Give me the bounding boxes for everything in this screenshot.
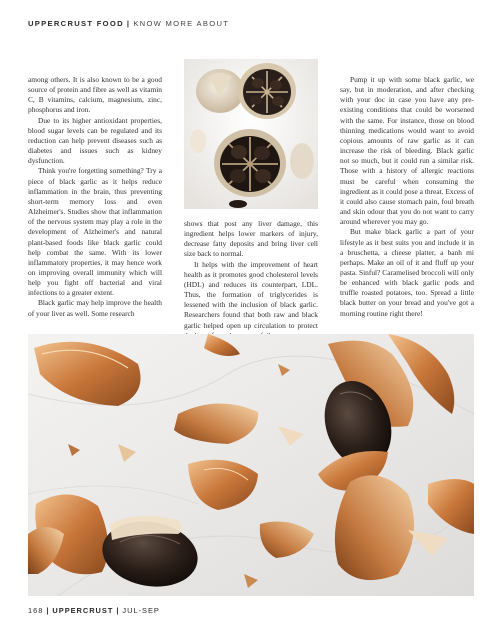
- page-number: 168: [28, 606, 44, 615]
- footer-separator: |: [116, 606, 120, 615]
- article-column-2: [184, 219, 318, 341]
- header-brand: UPPERCRUST FOOD: [28, 19, 124, 28]
- article-column-1: [28, 75, 162, 319]
- page-header: [28, 19, 229, 28]
- paragraph: Black garlic may help improve the health of your liver as well. Some research: [28, 298, 162, 318]
- paragraph: It helps with the improvement of heart health as it promotes good cholesterol levels (HDL) and reduces its counterpart, LDL. Thus, the formation of triglycerides is lessened with the inclusion of black garlic. Researchers found that both raw and black garlic helped open up circulation to protect: [184, 259, 318, 330]
- header-separator: |: [126, 19, 131, 28]
- paragraph: Pump it up with some black garlic, we say, but in moderation, and after checking with your doc in case you have any pre-existing conditions that could be worsened with the same. For instance, those on blood thinning medications would want to avoid copious amounts of raw garlic as it can increase the risk of bleeding. Black garlic not so much, but it could run a similar risk. Those with a history of allergic reactions must be careful when consuming the ingredient as it could pose a threat. Excess of it could also cause stomach pain, foul breath and skin odour that you do not want to carry around wherever you may go.: [340, 75, 474, 227]
- black-garlic-cloves-photo: [28, 334, 474, 596]
- paragraph: Think you're forgetting something? Try a piece of black garlic as it helps reduce inflammation in the brain, thus preventing short-term memory loss and even Alzheimer's. Studies show that inflammation of the nervous system may play a role in the development of Alzheimer's and natural plant-based foods like black garlic could help combat the same. With its lower inflammatory properties, it may hence work on improving overall immunity which will help you fight off bacterial and viral infections to a greater extent.: [28, 166, 162, 298]
- paragraph: But make black garlic a part of your lifestyle as it best suits you and include it in a bruschetta, a cheese platter, a banh mi perhaps. Make an oil of it and fluff up your pasta. Sinful? Caramelised broccoli will only be enhanced with black garlic pods and truffle roasted potatoes, too. Spread a little black butter on your bread and you've got a morning routine right there!: [340, 227, 474, 318]
- header-section: KNOW MORE ABOUT: [133, 19, 230, 28]
- page-footer: [28, 606, 160, 615]
- paragraph: among others. It is also known to be a good source of protein and fibre as well as vitamin C, B vitamins, calcium, magnesium, zinc, phosphorus and iron.: [28, 75, 162, 115]
- footer-separator: |: [46, 606, 50, 615]
- black-garlic-bulbs-photo: [184, 59, 318, 209]
- article-column-3: [340, 75, 474, 319]
- footer-brand: UPPERCRUST: [52, 606, 114, 615]
- paragraph: Due to its higher antioxidant properties, blood sugar levels can be regulated and its reduction can help prevent diseases such as diabetes and issues such as kidney dysfunction.: [28, 115, 162, 166]
- footer-issue: JUL-SEP: [122, 606, 160, 615]
- paragraph: shows that post any liver damage, this ingredient helps lower markers of injury, decrease fatty deposits and bring liver cell size back to normal.: [184, 219, 318, 259]
